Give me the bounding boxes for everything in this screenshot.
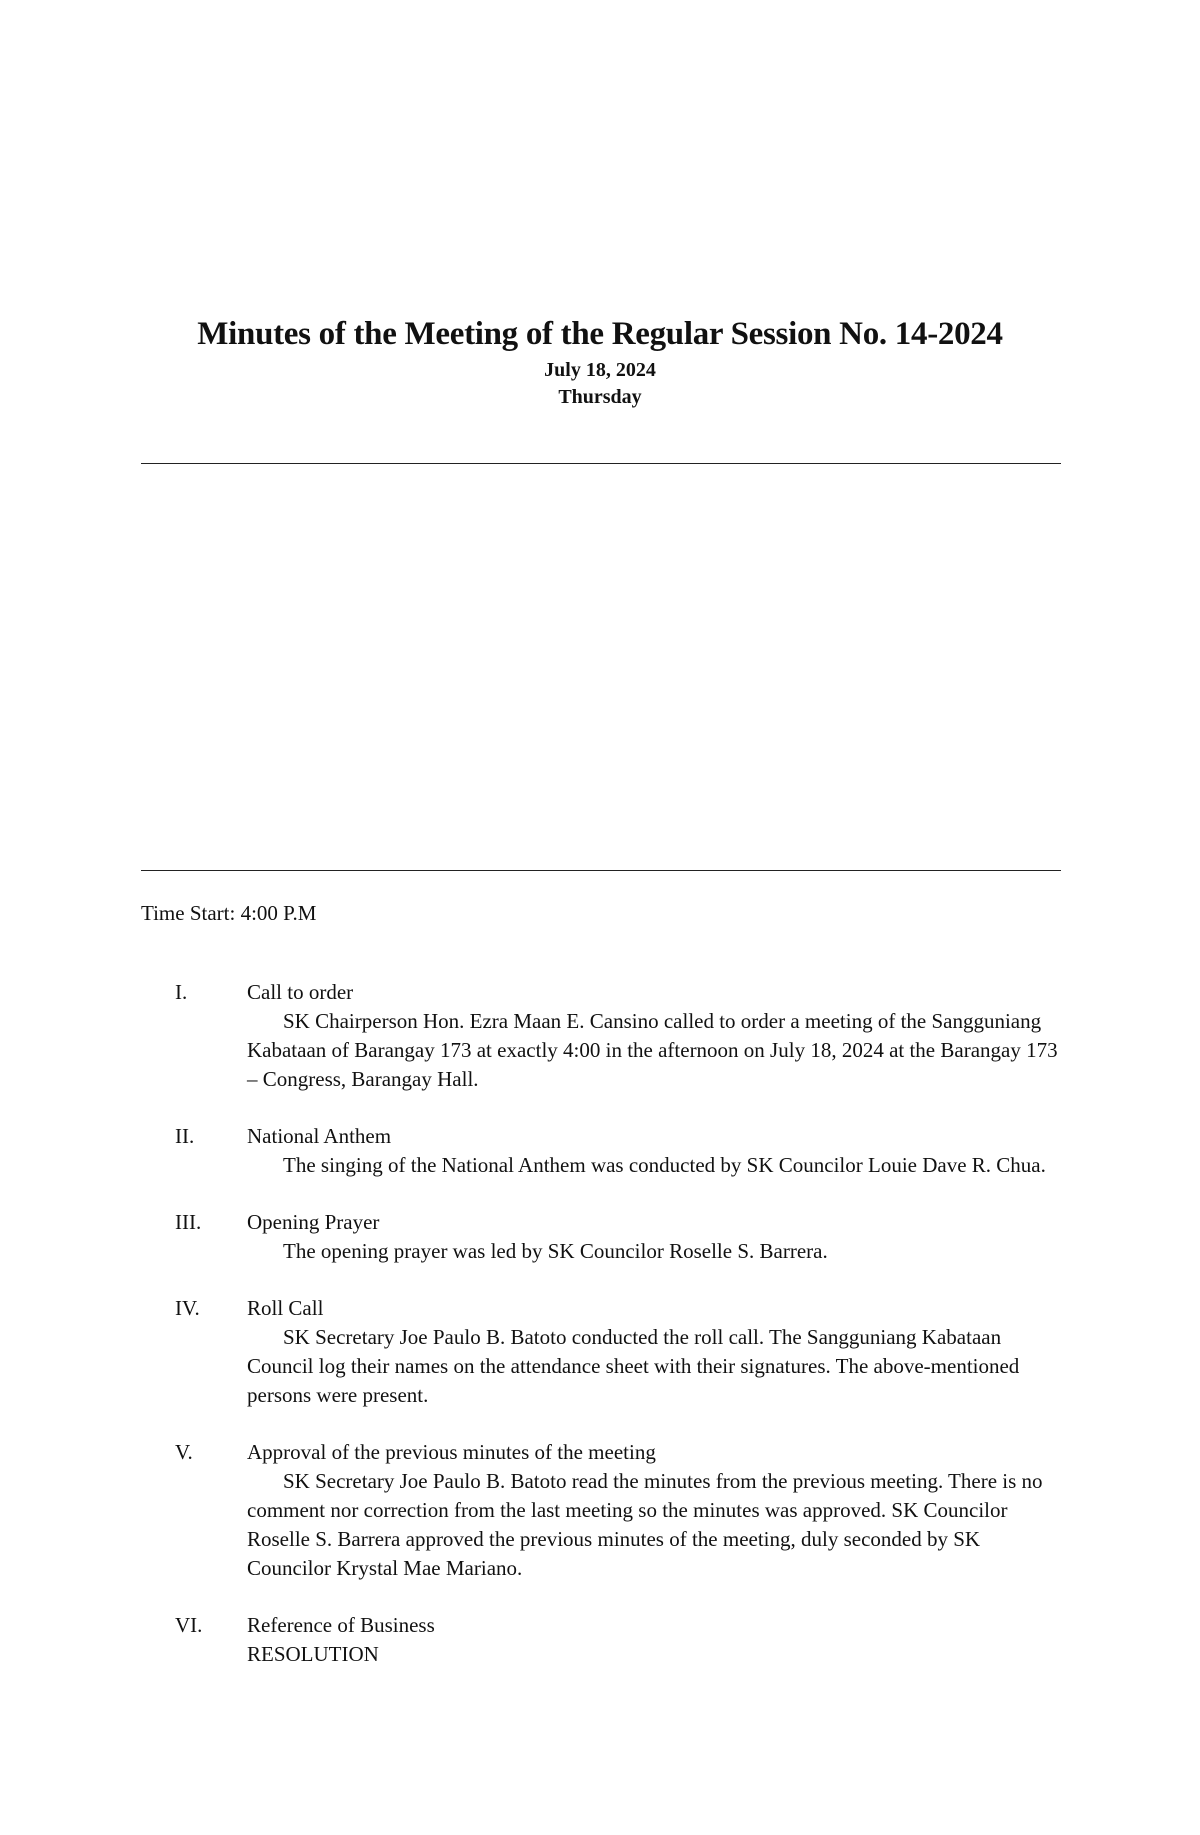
- meeting-date: July 18, 2024: [544, 359, 656, 381]
- agenda-body: SK Secretary Joe Paulo B. Batoto conducted the roll call. The Sangguniang Kabataan Council log their names on the attendance sheet with their signatures. The above-mentioned persons were present.: [247, 1325, 1020, 1407]
- agenda-heading: Approval of the previous minutes of the meeting: [247, 1440, 656, 1464]
- agenda-body: SK Secretary Joe Paulo B. Batoto read the minutes from the previous meeting. There is no comment nor correction from the last meeting so the minutes was approved. SK Councilor Roselle S. Barrera approved the previous minutes of the meeting, duly seconded by SK Councilor Krystal Mae Mariano.: [247, 1469, 1043, 1580]
- agenda-body: The singing of the National Anthem was conducted by SK Councilor Louie Dave R. Chua.: [283, 1153, 1046, 1177]
- agenda-sub-heading: RESOLUTION: [247, 1642, 379, 1666]
- agenda-item-call-to-order: [141, 978, 1061, 1094]
- time-start: Time Start: 4:00 P.M: [141, 901, 317, 925]
- agenda-item-national-anthem: [141, 1122, 1061, 1180]
- bottom-divider: [141, 870, 1061, 871]
- meeting-day: Thursday: [558, 386, 642, 408]
- agenda-item-approval-of-minutes: [141, 1438, 1061, 1583]
- agenda-body: The opening prayer was led by SK Councilor Roselle S. Barrera.: [283, 1239, 828, 1263]
- agenda-numeral: IV.: [175, 1296, 200, 1320]
- agenda-body: SK Chairperson Hon. Ezra Maan E. Cansino called to order a meeting of the Sangguniang Kabataan of Barangay 173 at exactly 4:00 in the afternoon on July 18, 2024 at the Barangay 173 – Congress, Barangay Hall.: [247, 1009, 1058, 1091]
- agenda-numeral: V.: [175, 1440, 193, 1464]
- agenda-numeral: III.: [175, 1210, 202, 1234]
- agenda-heading: Reference of Business: [247, 1613, 435, 1637]
- agenda-heading: Opening Prayer: [247, 1210, 380, 1234]
- agenda-list: [141, 978, 1061, 1697]
- agenda-item-reference-of-business: [141, 1611, 1061, 1669]
- agenda-item-opening-prayer: [141, 1208, 1061, 1266]
- document-title: Minutes of the Meeting of the Regular Session No. 14-2024: [197, 316, 1003, 352]
- top-divider: [141, 463, 1061, 464]
- agenda-item-roll-call: [141, 1294, 1061, 1410]
- agenda-numeral: VI.: [175, 1613, 203, 1637]
- agenda-heading: Roll Call: [247, 1296, 324, 1320]
- agenda-heading: Call to order: [247, 980, 354, 1004]
- agenda-heading: National Anthem: [247, 1124, 392, 1148]
- agenda-numeral: I.: [175, 980, 188, 1004]
- agenda-numeral: II.: [175, 1124, 195, 1148]
